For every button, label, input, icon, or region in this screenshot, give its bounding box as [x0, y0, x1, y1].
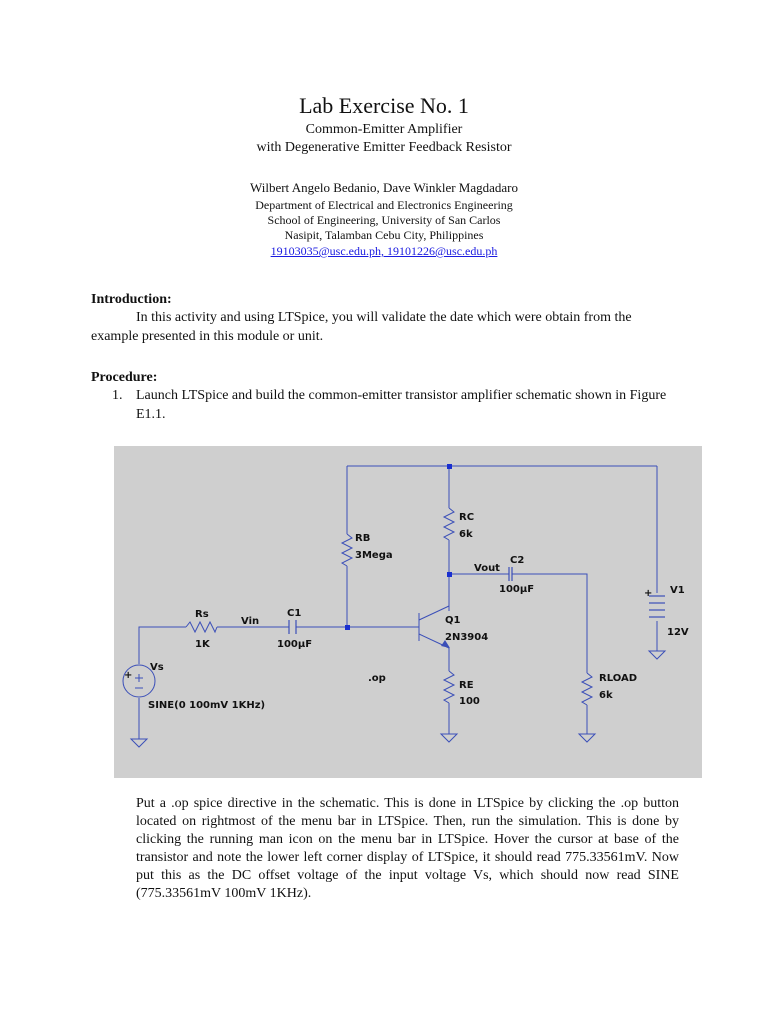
rload-name-label: RLOAD [599, 673, 637, 684]
circuit-diagram [114, 446, 702, 778]
v1-value-label: 12V [667, 627, 689, 638]
rload-value-label: 6k [599, 690, 613, 701]
email-link[interactable]: 19103035@usc.edu.ph, 19101226@usc.edu.ph [270, 244, 498, 258]
vin-label: Vin [241, 616, 260, 627]
document-title: Lab Exercise No. 1 [299, 93, 469, 118]
rb-value-label: 3Mega [355, 550, 393, 561]
rs-value-label: 1K [195, 639, 210, 650]
rs-name-label: Rs [195, 609, 209, 620]
affiliation-line-1: Department of Electrical and Electronics Engineering [255, 198, 513, 212]
authors: Wilbert Angelo Bedanio, Dave Winkler Magdadaro [249, 180, 519, 195]
op-directive-label: .op [368, 673, 386, 684]
re-value-label: 100 [459, 696, 480, 707]
step-text: Launch LTSpice and build the common-emitter transistor amplifier schematic shown in Figure E1.1. [136, 388, 667, 422]
procedure-heading: Procedure: [91, 370, 158, 385]
q1-value-label: 2N3904 [445, 632, 489, 643]
vs-value-label: SINE(0 100mV 1KHz) [148, 700, 266, 711]
affiliation-line-3: Nasipit, Talamban Cebu City, Philippines [284, 228, 484, 242]
procedure-paragraph: Put a .op spice directive in the schematic. This is done in LTSpice by clicking the .op button located on rightmost of the menu bar in LTSpice. Then, run the simulation. This is done by clicking the running man icon on the menu bar in LTSpice. Hover the cursor at base of the transistor and note the lower left corner display of LTSpice, it should read 775.33561mV. Now put this as the DC offset voltage of the input voltage Vs, which should now read SINE (775.33561mV 100mV 1KHz). [136, 796, 679, 901]
introduction-heading: Introduction: [91, 292, 172, 307]
subtitle-line-1: Common-Emitter Amplifier [305, 122, 463, 137]
rc-value-label: 6k [459, 529, 473, 540]
q1-name-label: Q1 [445, 615, 461, 626]
subtitle-line-2: with Degenerative Emitter Feedback Resistor [256, 140, 512, 155]
vs-plus-label: + [124, 670, 133, 681]
vout-label: Vout [474, 563, 500, 574]
c2-value-label: 100µF [499, 584, 535, 595]
vs-name-label: Vs [150, 662, 164, 673]
rb-name-label: RB [355, 533, 371, 544]
step-number: 1. [112, 388, 123, 403]
c1-value-label: 100µF [277, 639, 313, 650]
introduction-text: In this activity and using LTSpice, you will validate the date which were obtain from the example presented in this module or unit. [91, 310, 632, 344]
v1-name-label: V1 [670, 585, 685, 596]
rc-name-label: RC [459, 512, 475, 523]
c1-name-label: C1 [287, 608, 302, 619]
v1-plus-label: + [644, 588, 653, 599]
c2-name-label: C2 [510, 555, 525, 566]
schematic-figure [114, 446, 702, 778]
affiliation-line-2: School of Engineering, University of San Carlos [267, 213, 501, 227]
re-name-label: RE [459, 680, 474, 691]
